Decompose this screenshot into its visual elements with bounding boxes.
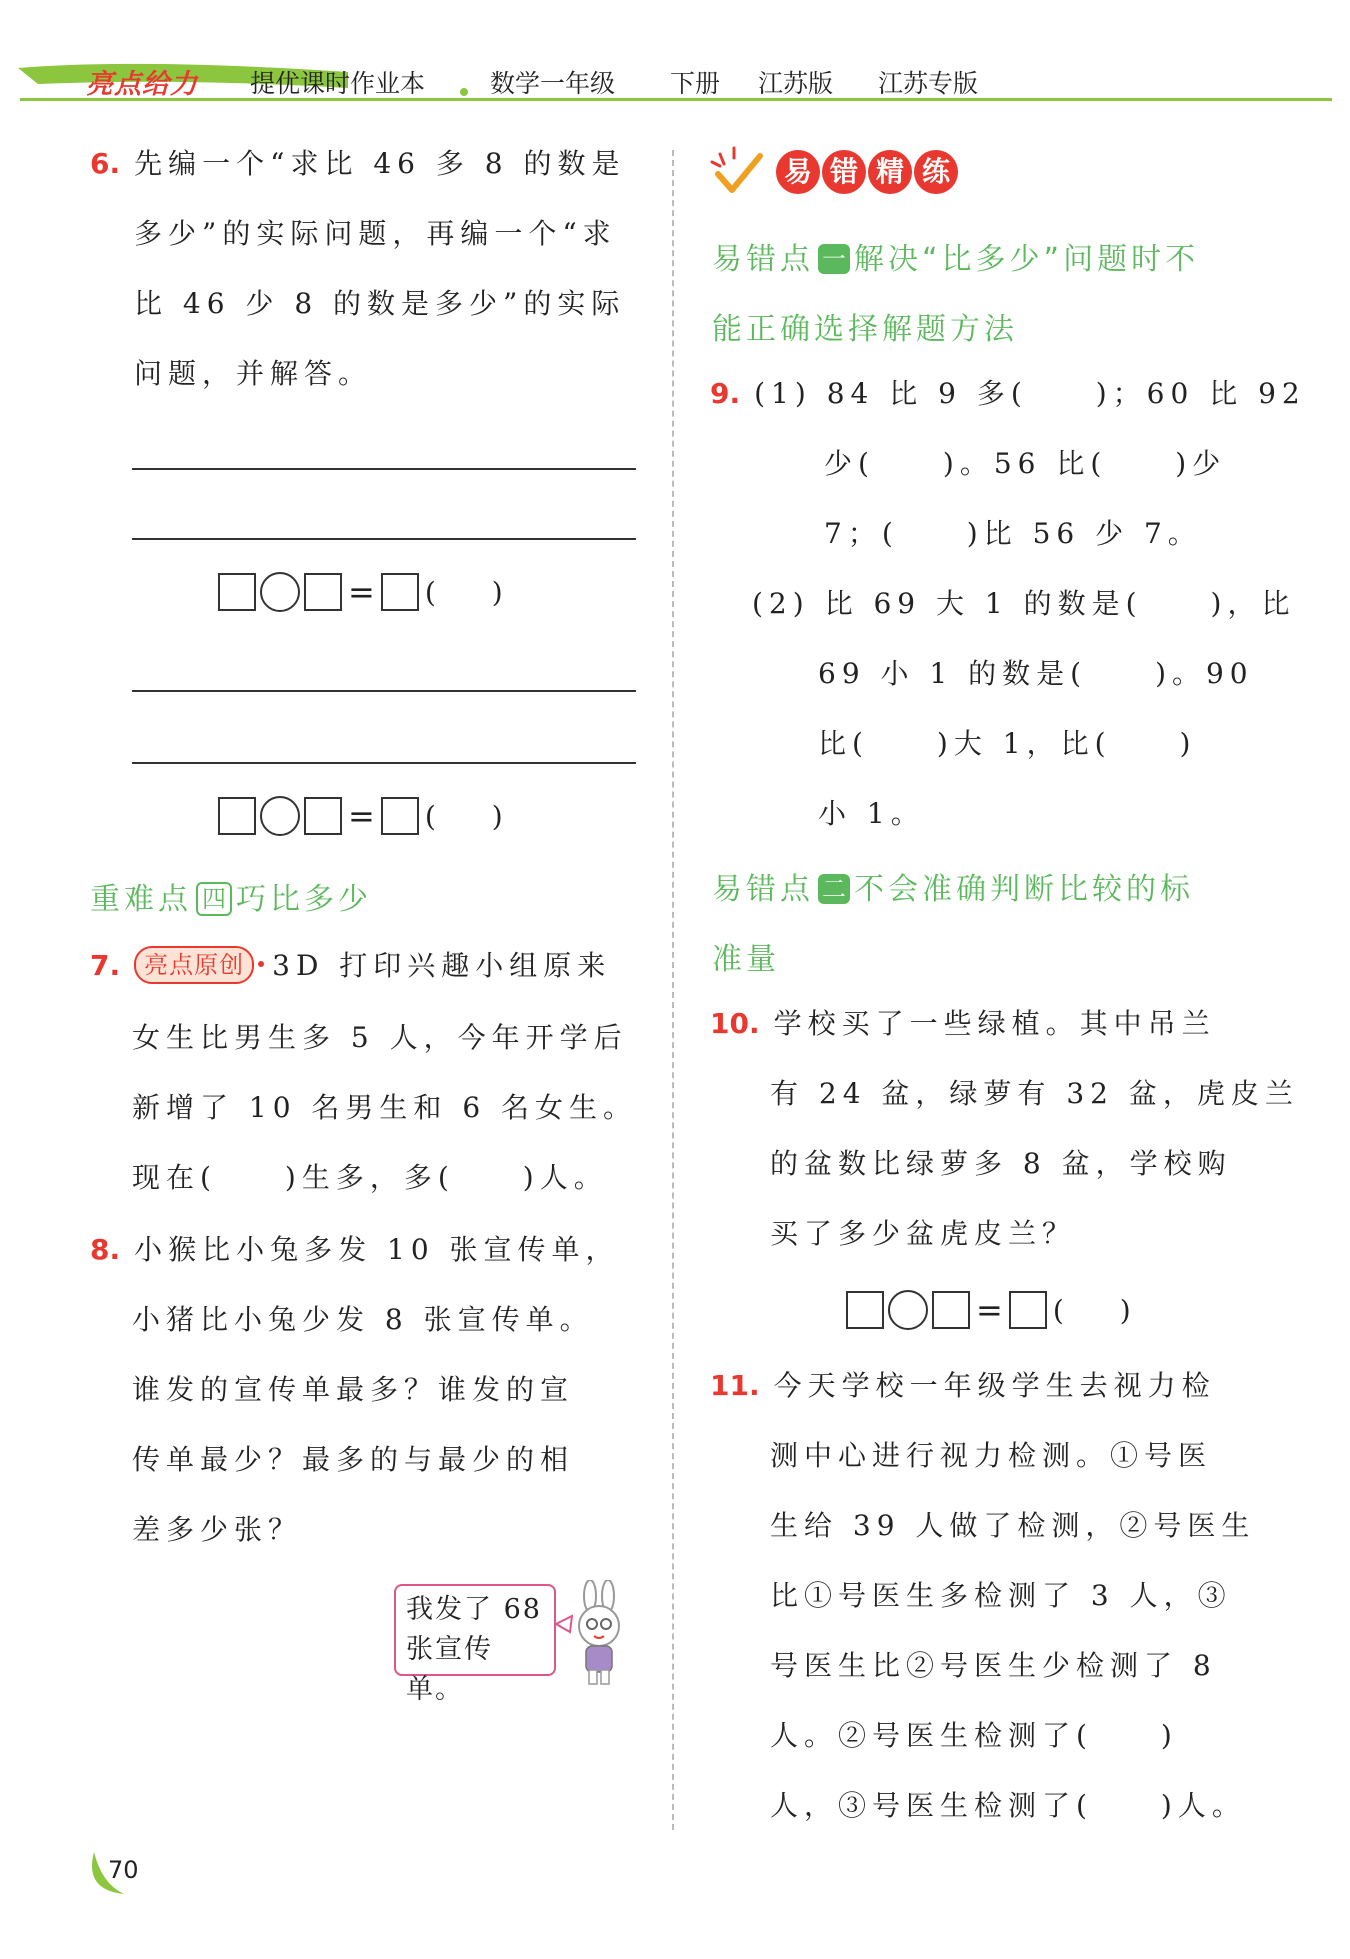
formula-operator-circle[interactable]: [888, 1290, 928, 1330]
section-title-char: 练: [914, 150, 958, 194]
badge-dot-icon: [258, 961, 264, 967]
check-sparkle-icon: [710, 144, 768, 200]
q8-line-2: 小猪比小兔少发 8 张宣传单。: [132, 1303, 594, 1336]
error-point-1-heading: 易错点 一 解决“比多少”问题时不: [712, 242, 1200, 277]
formula-unit[interactable]: ( ): [1052, 1293, 1131, 1327]
q7-number: 7.: [90, 949, 121, 982]
brand-logo: 亮点给力: [86, 69, 198, 100]
speech-bubble: [394, 1584, 556, 1705]
q11-line-4: 比①号医生多检测了 3 人，③: [770, 1579, 1232, 1612]
formula-unit[interactable]: ( ): [424, 799, 503, 833]
q11-line-7: 人，③号医生检测了( )人。: [770, 1789, 1246, 1822]
formula-box[interactable]: [218, 573, 256, 611]
section-4-heading: 重难点 四 巧比多少: [90, 882, 372, 917]
q8-line-4: 传单最少？最多的与最少的相: [132, 1443, 575, 1476]
formula-operator-circle[interactable]: [260, 796, 300, 836]
formula-box[interactable]: [932, 1291, 970, 1329]
formula-result-box[interactable]: [381, 573, 419, 611]
q10-number: 10.: [710, 1007, 760, 1040]
q11-line-5: 号医生比②号医生少检测了 8: [770, 1649, 1217, 1682]
formula-box[interactable]: [218, 797, 256, 835]
q11-line-6: 人。②号医生检测了( ): [770, 1719, 1178, 1752]
section-4-badge: 四: [196, 882, 232, 916]
q9-line-1: 9. (1) 84 比 9 多( )；60 比 92: [710, 377, 1306, 410]
speech-line-1: 我发了 68: [406, 1594, 542, 1625]
q11-line-3: 生给 39 人做了检测，②号医生: [770, 1509, 1256, 1542]
q7-line-1: 7. 亮点原创 3D 打印兴趣小组原来: [90, 946, 611, 986]
error-point-1-heading-2: 能正确选择解题方法: [712, 312, 1018, 347]
q11-line-2: 测中心进行视力检测。①号医: [770, 1439, 1213, 1472]
q8-number: 8.: [90, 1233, 121, 1266]
answer-line-2[interactable]: [132, 538, 636, 540]
q11-line-1: 11. 今天学校一年级学生去视力检: [710, 1369, 1216, 1402]
error-point-1-badge: 一: [818, 244, 850, 274]
q6-line-3: 比 46 少 8 的数是多少”的实际: [134, 287, 626, 320]
answer-line-1[interactable]: [132, 468, 636, 470]
speech-line-2: 张宣传单。: [406, 1634, 493, 1705]
header-grade: 数学一年级: [490, 69, 616, 98]
answer-line-4[interactable]: [132, 762, 636, 764]
q11-number: 11.: [710, 1369, 760, 1402]
q8-line-1: 8. 小猴比小兔多发 10 张宣传单，: [90, 1233, 620, 1266]
q9-line-7: 小 1。: [818, 797, 925, 830]
q9-line-5: 69 小 1 的数是( )。90: [818, 657, 1254, 690]
formula-box[interactable]: [304, 573, 342, 611]
header-edition: 江苏版: [758, 69, 834, 98]
original-badge: 亮点原创: [134, 946, 254, 984]
q7-line-2: 女生比男生多 5 人，今年开学后: [132, 1021, 628, 1054]
formula-3: = ( ): [846, 1290, 1131, 1330]
formula-box[interactable]: [846, 1291, 884, 1329]
q9-line-4: (2) 比 69 大 1 的数是( )，比: [752, 587, 1296, 620]
page-header: [0, 40, 1350, 120]
q8-line-5: 差多少张？: [132, 1513, 303, 1546]
page-number: 70: [108, 1856, 139, 1884]
formula-2: = ( ): [218, 796, 503, 836]
q10-line-1: 10. 学校买了一些绿植。其中吊兰: [710, 1007, 1216, 1040]
answer-line-3[interactable]: [132, 690, 636, 692]
section-title-char: 错: [822, 150, 866, 194]
q10-line-4: 买了多少盆虎皮兰？: [770, 1217, 1077, 1250]
error-point-2-heading: 易错点 二 不会准确判断比较的标: [712, 872, 1194, 907]
q9-number: 9.: [710, 377, 741, 410]
error-point-2-heading-2: 准量: [712, 942, 780, 977]
q9-line-3: 7；( )比 56 少 7。: [824, 517, 1202, 550]
brand-subtitle: 提优课时作业本: [250, 69, 426, 98]
q6-line-2: 多少”的实际问题，再编一个“求: [134, 217, 617, 250]
q8-line-3: 谁发的宣传单最多？谁发的宣: [132, 1373, 575, 1406]
formula-result-box[interactable]: [1009, 1291, 1047, 1329]
q10-line-3: 的盆数比绿萝多 8 盆，学校购: [770, 1147, 1232, 1180]
error-point-2-badge: 二: [818, 874, 850, 904]
section-title-char: 易: [776, 150, 820, 194]
formula-result-box[interactable]: [381, 797, 419, 835]
column-divider: [672, 150, 674, 1830]
q6-line-1: 6. 先编一个“求比 46 多 8 的数是: [90, 147, 626, 180]
header-dot-icon: [460, 88, 468, 96]
q10-line-2: 有 24 盆，绿萝有 32 盆，虎皮兰: [770, 1077, 1299, 1110]
header-volume: 下册: [670, 69, 721, 98]
q9-line-2: 少( )。56 比( )少: [824, 447, 1227, 480]
formula-1: = ( ): [218, 572, 503, 612]
formula-unit[interactable]: ( ): [424, 575, 503, 609]
section-title-char: 精: [868, 150, 912, 194]
formula-box[interactable]: [304, 797, 342, 835]
q7-line-4: 现在( )生多，多( )人。: [132, 1161, 608, 1194]
header-special: 江苏专版: [878, 69, 979, 98]
q9-line-6: 比( )大 1，比( ): [818, 727, 1197, 760]
q7-line-3: 新增了 10 名男生和 6 名女生。: [132, 1091, 638, 1124]
formula-operator-circle[interactable]: [260, 572, 300, 612]
q6-number: 6.: [90, 147, 121, 180]
q6-line-4: 问题，并解答。: [134, 357, 373, 390]
rabbit-icon: [552, 1580, 636, 1690]
